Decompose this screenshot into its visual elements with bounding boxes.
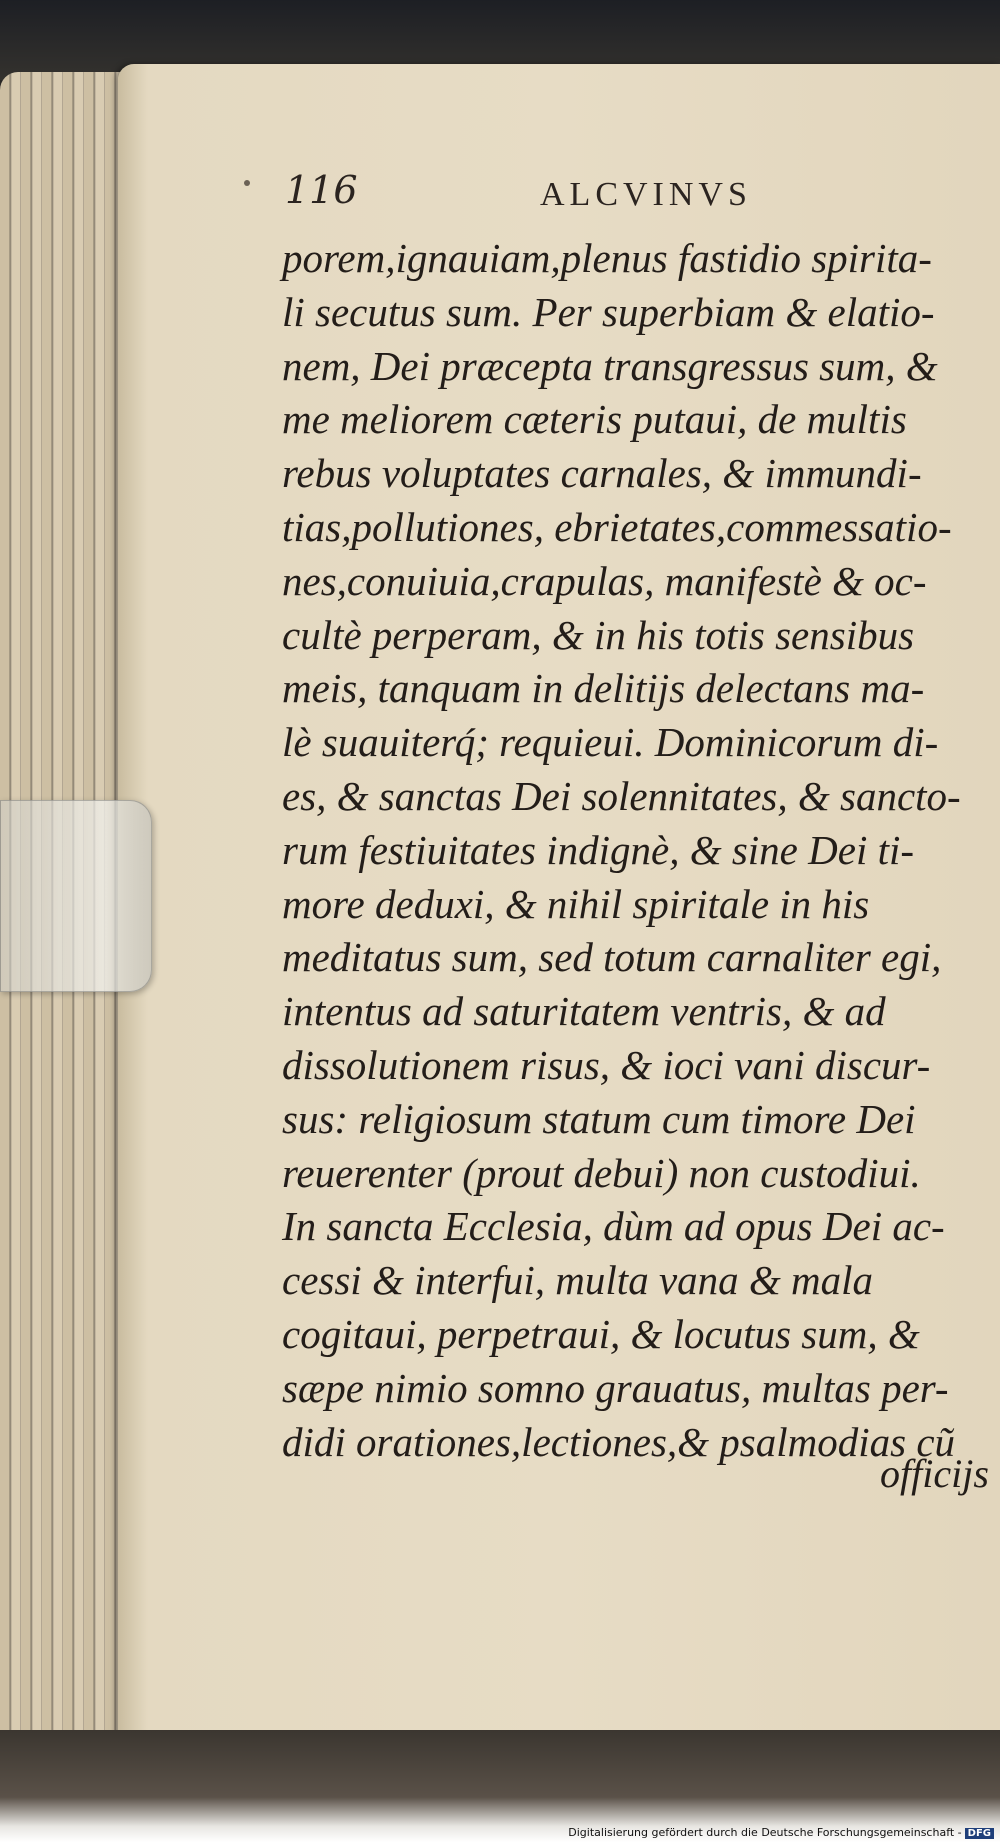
text-line: cessi & interfui, multa vana & mala — [282, 1257, 874, 1304]
text-line: lè suauiterq́; requieui. Dominicorum di- — [282, 719, 939, 766]
text-line: cogitaui, perpetraui, & locutus sum, & — [282, 1310, 920, 1357]
text-line: didi orationes,lectiones,& psalmodias cũ — [282, 1418, 956, 1465]
text-line: nes,conuiuia,crapulas, manifestè & oc- — [282, 557, 927, 604]
digitization-credit — [568, 1826, 994, 1839]
dfg-logo: DFG — [965, 1828, 994, 1839]
credit-text: Digitalisierung gefördert durch die Deutsche Forschungsgemeinschaft - — [568, 1826, 962, 1839]
transparent-page-clip — [0, 800, 152, 992]
body-text — [282, 232, 972, 1469]
text-line: tias,pollutiones, ebrietates,commessatio- — [282, 503, 952, 550]
text-line: In sancta Ecclesia, dùm ad opus Dei ac- — [282, 1203, 945, 1250]
text-line: sus: religiosum statum cum timore Dei — [282, 1095, 916, 1142]
text-line: es, & sanctas Dei solennitates, & sancto- — [282, 772, 961, 819]
text-line: meditatus sum, sed totum carnaliter egi, — [282, 934, 942, 981]
running-head: ALCVINVS — [540, 176, 752, 213]
text-line: meis, tanquam in delitijs delectans ma- — [282, 665, 925, 712]
text-line: porem,ignauiam,plenus fastidio spirita- — [282, 235, 932, 281]
text-line: sæpe nimio somno grauatus, multas per- — [282, 1364, 949, 1411]
text-line: nem, Dei præcepta transgressus sum, & — [282, 342, 938, 389]
text-line: me meliorem cæteris putaui, de multis — [282, 396, 907, 443]
text-line: reuerenter (prout debui) non custodiui. — [282, 1149, 921, 1196]
text-line: li secutus sum. Per superbiam & elatio- — [282, 288, 935, 335]
catchword: officijs — [880, 1451, 989, 1496]
text-line: rum festiuitates indignè, & sine Dei ti- — [282, 826, 915, 873]
text-line: dissolutionem risus, & ioci vani discur- — [282, 1041, 931, 1088]
ink-dot — [244, 180, 250, 186]
text-line: intentus ad saturitatem ventris, & ad — [282, 988, 886, 1035]
page-number: 116 — [285, 168, 358, 212]
text-line: cultè perperam, & in his totis sensibus — [282, 611, 915, 658]
text-line: more deduxi, & nihil spiritale in his — [282, 880, 870, 927]
text-line: rebus voluptates carnales, & immundi- — [282, 450, 922, 497]
